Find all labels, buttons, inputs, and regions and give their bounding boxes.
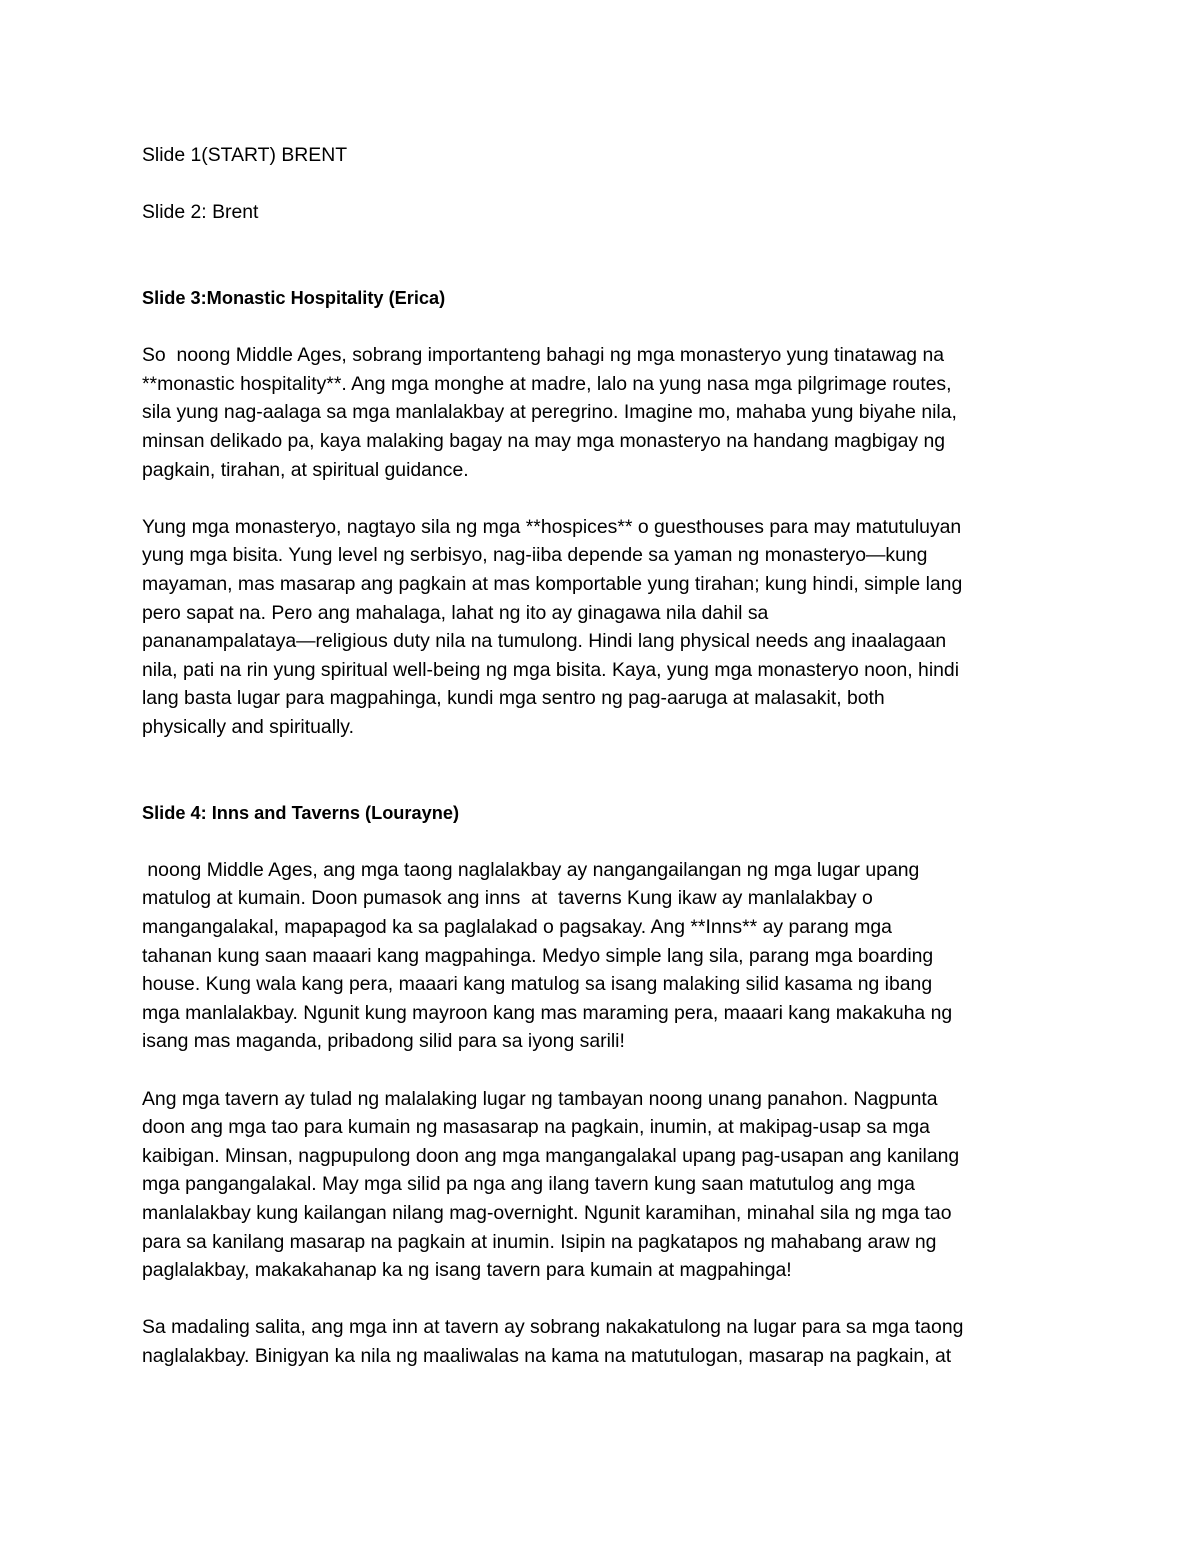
paragraph-line: minsan delikado pa, kaya malaking bagay na may mga monasteryo na handang magbigay ng	[142, 429, 946, 452]
slide-1-line: Slide 1(START) BRENT	[142, 144, 348, 166]
paragraph-line: sila yung nag-aalaga sa mga manlalakbay at peregrino. Imagine mo, mahaba yung biyahe nila,	[142, 401, 957, 424]
paragraph-line: paglalakbay, makakahanap ka ng isang tavern para kumain at magpahinga!	[142, 1259, 792, 1282]
slide-2-line: Slide 2: Brent	[142, 201, 259, 224]
slide-4-heading: Slide 4: Inns and Taverns (Lourayne)	[142, 802, 460, 823]
paragraph-line: matulog at kumain. Doon pumasok ang inns at taverns Kung ikaw ay manlalakbay o	[142, 887, 873, 910]
paragraph-line: mga manlalakbay. Ngunit kung mayroon kang mas maraming pera, maaari kang makakuha ng	[142, 1001, 953, 1024]
paragraph-line: mangangalakal, mapapagod ka sa paglalakad o pagsakay. Ang **Inns** ay parang mga	[142, 916, 892, 939]
paragraph-line: mayaman, mas masarap ang pagkain at mas komportable yung tirahan; kung hindi, simple lang	[142, 572, 963, 595]
slide-4-paragraph-3	[142, 1313, 1080, 1370]
paragraph-line: So noong Middle Ages, sobrang importanteng bahagi ng mga monasteryo yung tinatawag na	[142, 344, 945, 367]
spacer	[142, 1056, 1080, 1085]
paragraph-line: isang mas maganda, pribadong silid para sa iyong sarili!	[142, 1030, 625, 1053]
slide-3-heading: Slide 3:Monastic Hospitality (Erica)	[142, 287, 446, 308]
spacer	[142, 170, 1080, 199]
spacer	[142, 827, 1080, 856]
paragraph-line: pagkain, tirahan, at spiritual guidance.	[142, 458, 469, 481]
paragraph-line: Sa madaling salita, ang mga inn at tavern ay sobrang nakakatulong na lugar para sa mga taong	[142, 1316, 964, 1339]
paragraph-line: naglalakbay. Binigyan ka nila ng maaliwalas na kama na matutulogan, masarap na pagkain, at	[142, 1344, 952, 1367]
paragraph-line: Ang mga tavern ay tulad ng malalaking lugar ng tambayan noong unang panahon. Nagpunta	[142, 1087, 938, 1110]
paragraph-line: physically and spiritually.	[142, 715, 354, 738]
slide-3-paragraph-2	[142, 513, 1080, 742]
paragraph-line: lang basta lugar para magpahinga, kundi mga sentro ng pag-aaruga at malasakit, both	[142, 687, 885, 710]
spacer	[142, 741, 1080, 798]
paragraph-line: **monastic hospitality**. Ang mga monghe at madre, lalo na yung nasa mga pilgrimage routes,	[142, 372, 952, 395]
paragraph-line: mga pangangalakal. May mga silid pa nga ang ilang tavern kung saan matutulog ang mga	[142, 1173, 915, 1196]
paragraph-line: yung mga bisita. Yung level ng serbisyo, nag-iiba depende sa yaman ng monasteryo—kung	[142, 544, 928, 567]
spacer	[142, 1285, 1080, 1314]
paragraph-line: Yung mga monasteryo, nagtayo sila ng mga **hospices** o guesthouses para may matutuluyan	[142, 515, 962, 538]
spacer	[142, 227, 1080, 284]
paragraph-line: kaibigan. Minsan, nagpupulong doon ang mga mangangalakal upang pag-usapan ang kanilang	[142, 1144, 960, 1167]
paragraph-line: para sa kanilang masarap na pagkain at inumin. Isipin na pagkatapos ng mahabang araw ng	[142, 1230, 937, 1253]
slide-3-paragraph-1	[142, 341, 1080, 484]
paragraph-line: tahanan kung saan maaari kang magpahinga. Medyo simple lang sila, parang mga boarding	[142, 944, 934, 967]
paragraph-line: house. Kung wala kang pera, maaari kang matulog sa isang malaking silid kasama ng ibang	[142, 973, 933, 996]
spacer	[142, 313, 1080, 342]
paragraph-line: doon ang mga tao para kumain ng masasarap na pagkain, inumin, at makipag-usap sa mga	[142, 1116, 930, 1139]
slide-4-paragraph-2	[142, 1085, 1080, 1285]
paragraph-line: pero sapat na. Pero ang mahalaga, lahat ng ito ay ginagawa nila dahil sa	[142, 601, 769, 624]
paragraph-line: pananampalataya—religious duty nila na tumulong. Hindi lang physical needs ang inaalagaan	[142, 630, 947, 653]
paragraph-line: manlalakbay kung kailangan nilang mag-overnight. Ngunit karamihan, minahal sila ng mga tao	[142, 1201, 952, 1224]
paragraph-line: noong Middle Ages, ang mga taong naglalakbay ay nangangailangan ng mga lugar upang	[142, 858, 920, 881]
paragraph-line: nila, pati na rin yung spiritual well-being ng mga bisita. Kaya, yung mga monasteryo noon, hindi	[142, 658, 960, 681]
spacer	[142, 484, 1080, 513]
slide-4-paragraph-1	[142, 856, 1080, 1056]
